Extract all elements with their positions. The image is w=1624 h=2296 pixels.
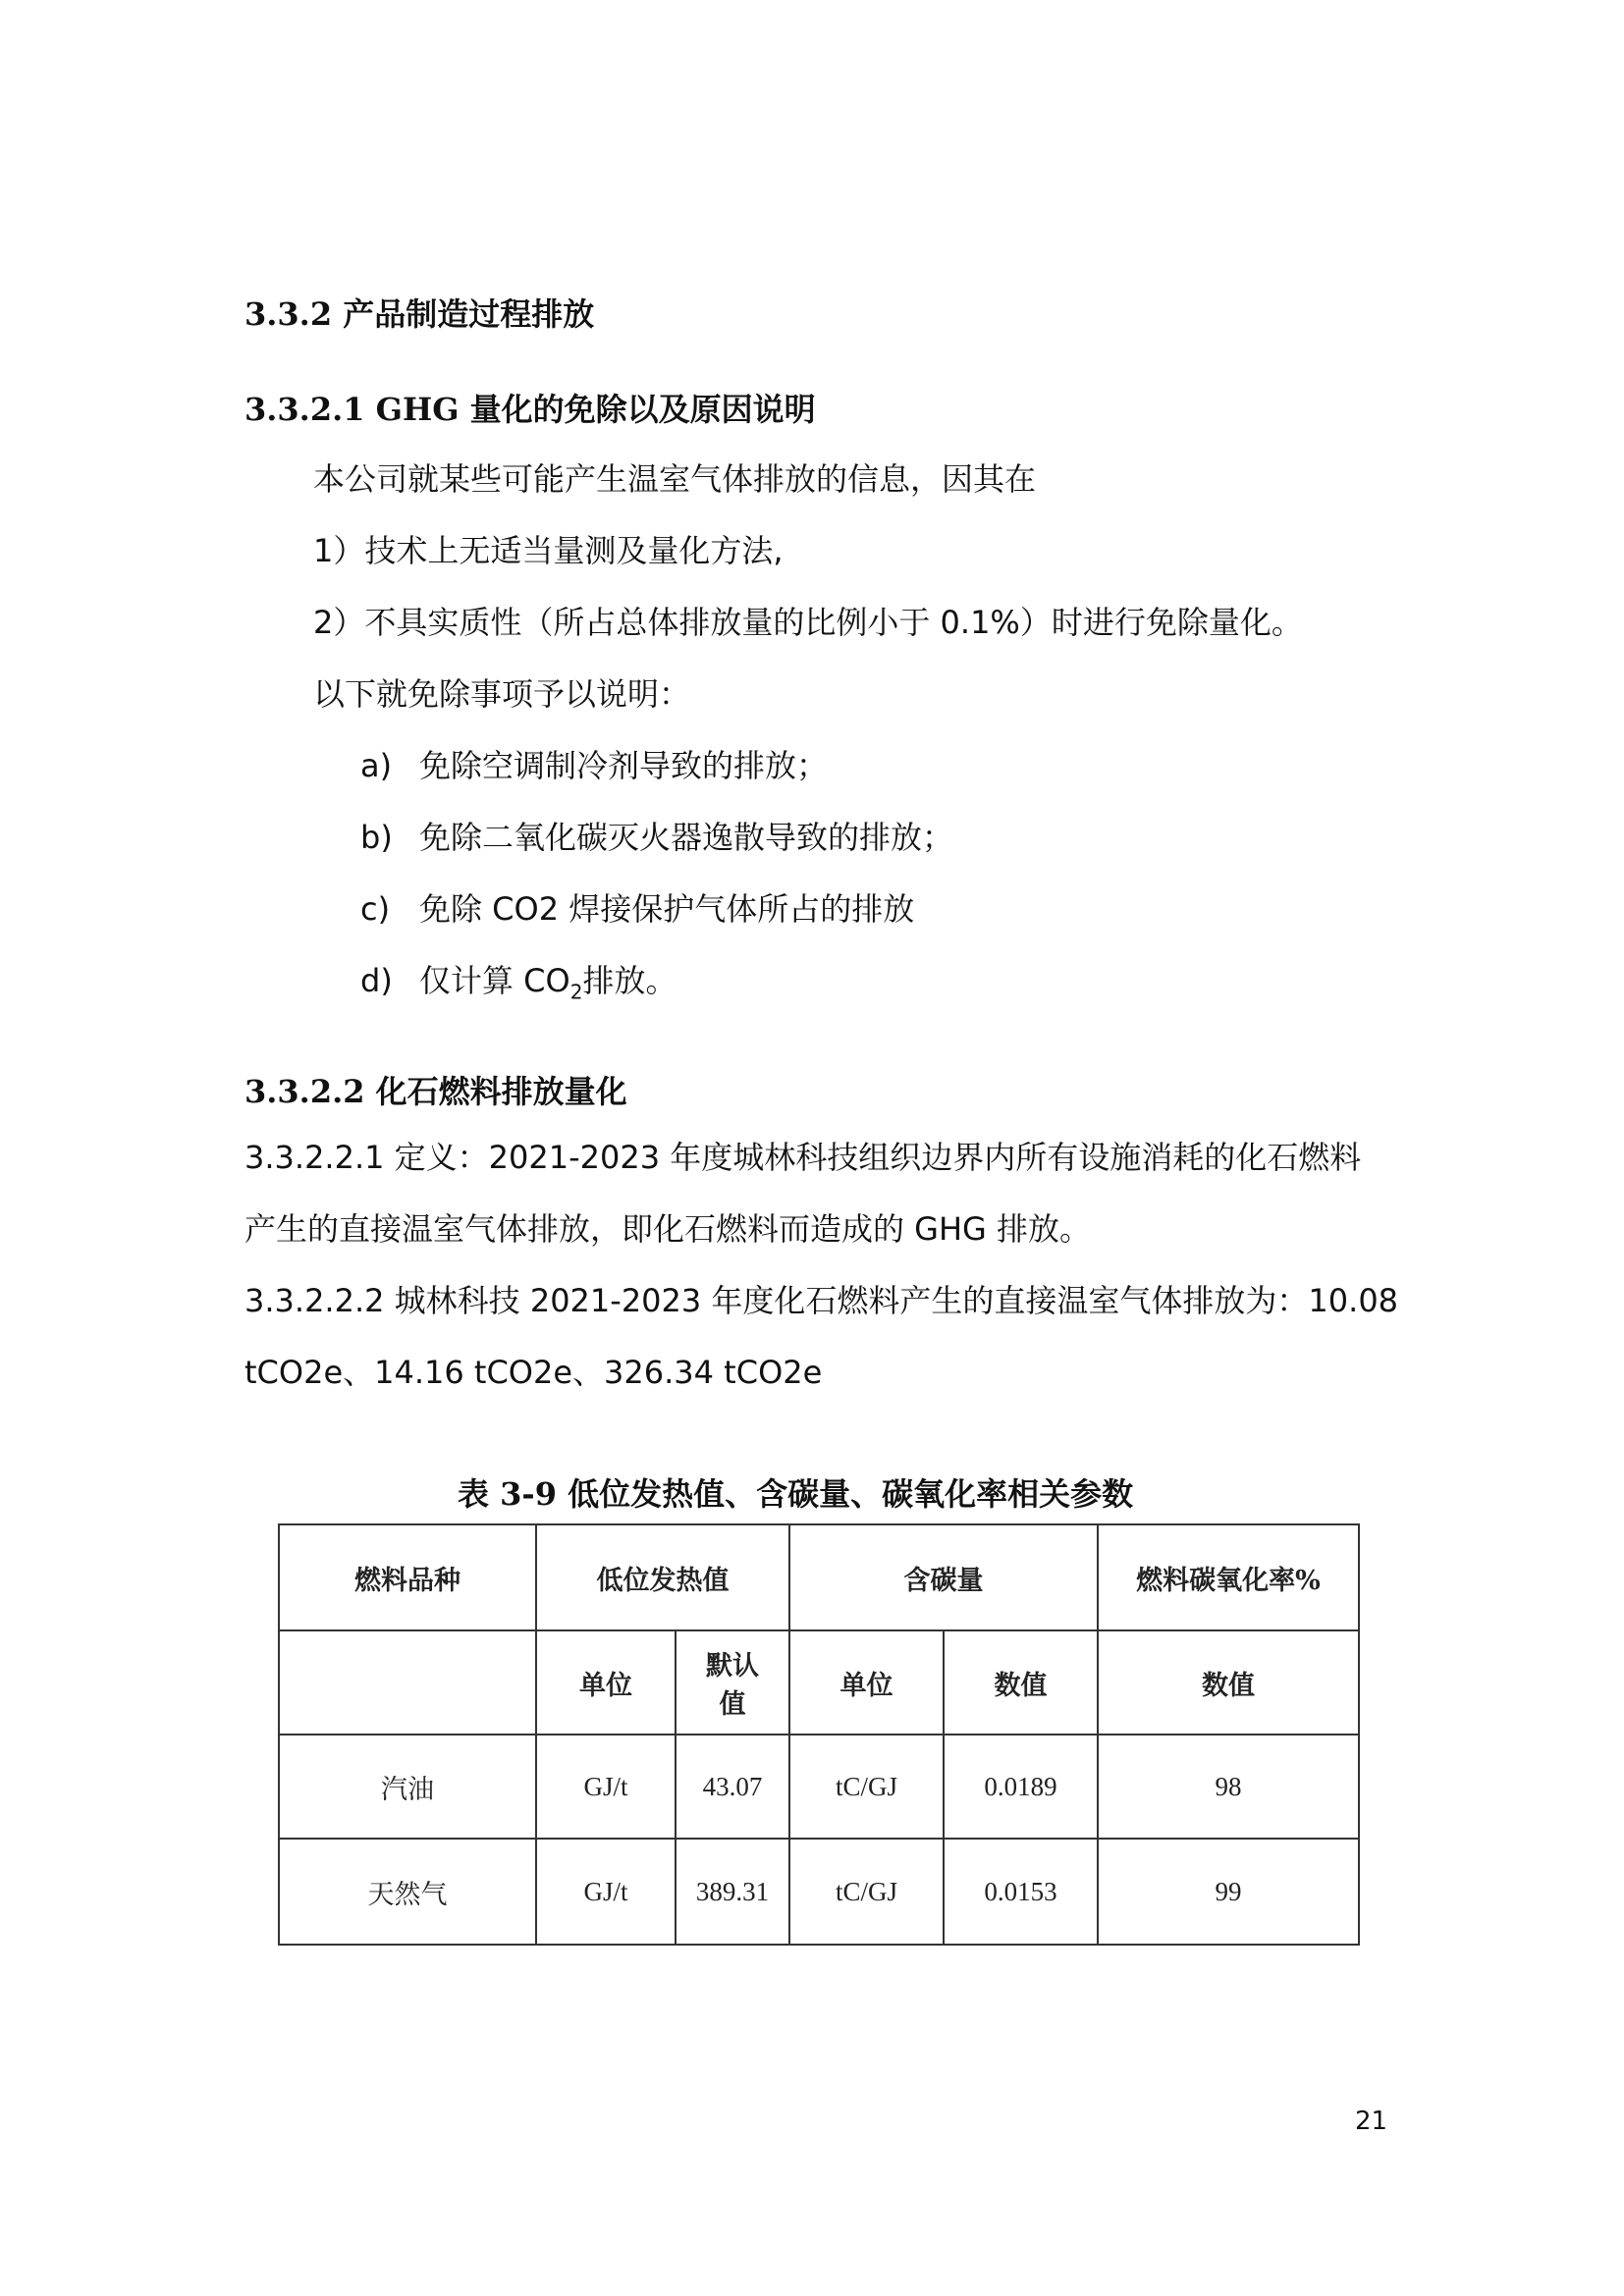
cell-ncv-value: 389.31 — [676, 1839, 789, 1945]
subheader-default-line-2: 值 — [719, 1689, 746, 1720]
exemption-intro: 本公司就某些可能产生温室气体排放的信息，因其在 — [313, 460, 1037, 498]
table-caption: 表 3-9 低位发热值、含碳量、碳氧化率相关参数 — [458, 1475, 1134, 1513]
table-row — [279, 1735, 1359, 1839]
exemption-reason-2: 2）不具实质性（所占总体排放量的比例小于 0.1%）时进行免除量化。 — [313, 604, 1303, 641]
subheader-unit-carbon: 单位 — [789, 1630, 944, 1735]
list-item — [360, 884, 914, 930]
subheader-value-oxidation: 数值 — [1098, 1630, 1359, 1735]
list-item-text: 免除空调制冷剂导致的排放； — [419, 747, 829, 784]
list-item-marker: c) — [360, 890, 391, 928]
page-number: 21 — [1355, 2107, 1388, 2136]
header-fuel: 燃料品种 — [279, 1524, 536, 1630]
definition-line-1: 3.3.2.2.1 定义：2021-2023 年度城林科技组织边界内所有设施消耗的化石燃料 — [244, 1139, 1362, 1176]
cell-ncv-unit: GJ/t — [536, 1839, 676, 1945]
list-item-marker: d) — [360, 962, 393, 999]
cell-carbon-value: 0.0189 — [944, 1735, 1098, 1839]
subheader-value-carbon: 数值 — [944, 1630, 1098, 1735]
cell-ncv-value: 43.07 — [676, 1735, 789, 1839]
section-heading-3-3-2-2: 3.3.2.2 化石燃料排放量化 — [244, 1073, 627, 1110]
list-item-text: 仅计算 CO — [419, 962, 570, 999]
subheader-empty — [279, 1630, 536, 1735]
section-heading-3-3-2: 3.3.2 产品制造过程排放 — [244, 295, 595, 333]
emission-line-2: tCO2e、14.16 tCO2e、326.34 tCO2e — [244, 1354, 823, 1391]
header-carbon: 含碳量 — [789, 1524, 1098, 1630]
cell-oxidation: 99 — [1098, 1839, 1359, 1945]
subheader-default — [676, 1630, 789, 1735]
header-oxidation: 燃料碳氧化率% — [1098, 1524, 1359, 1630]
list-item-marker: a) — [360, 747, 393, 784]
table-subheader-row — [279, 1630, 1359, 1735]
list-item — [360, 813, 953, 858]
list-item-text: 免除二氧化碳灭火器逸散导致的排放； — [419, 819, 954, 856]
cell-carbon-unit: tC/GJ — [789, 1839, 944, 1945]
co2-subscript: 2 — [569, 980, 583, 1004]
parameters-table — [278, 1523, 1360, 1946]
definition-line-2: 产生的直接温室气体排放，即化石燃料而造成的 GHG 排放。 — [244, 1210, 1092, 1248]
cell-fuel: 天然气 — [279, 1839, 536, 1945]
table-row — [279, 1839, 1359, 1945]
subheader-default-line-1: 默认 — [706, 1651, 759, 1682]
cell-oxidation: 98 — [1098, 1735, 1359, 1839]
list-item-text: 免除 CO2 焊接保护气体所占的排放 — [419, 890, 915, 928]
list-item-text-end: 排放。 — [582, 962, 677, 999]
cell-fuel: 汽油 — [279, 1735, 536, 1839]
cell-carbon-value: 0.0153 — [944, 1839, 1098, 1945]
header-ncv: 低位发热值 — [536, 1524, 789, 1630]
list-item-marker: b) — [360, 819, 393, 856]
emission-line-1: 3.3.2.2.2 城林科技 2021-2023 年度化石燃料产生的直接温室气体排放为：10.08 — [244, 1282, 1399, 1319]
section-heading-3-3-2-1: 3.3.2.1 GHG 量化的免除以及原因说明 — [244, 391, 816, 428]
cell-carbon-unit: tC/GJ — [789, 1735, 944, 1839]
list-item — [360, 956, 677, 1003]
exemption-reason-1: 1）技术上无适当量测及量化方法, — [313, 532, 784, 569]
subheader-unit-ncv: 单位 — [536, 1630, 676, 1735]
cell-ncv-unit: GJ/t — [536, 1735, 676, 1839]
table-header-row — [279, 1524, 1359, 1630]
list-item — [360, 741, 828, 786]
exemption-lead: 以下就免除事项予以说明： — [313, 675, 691, 713]
